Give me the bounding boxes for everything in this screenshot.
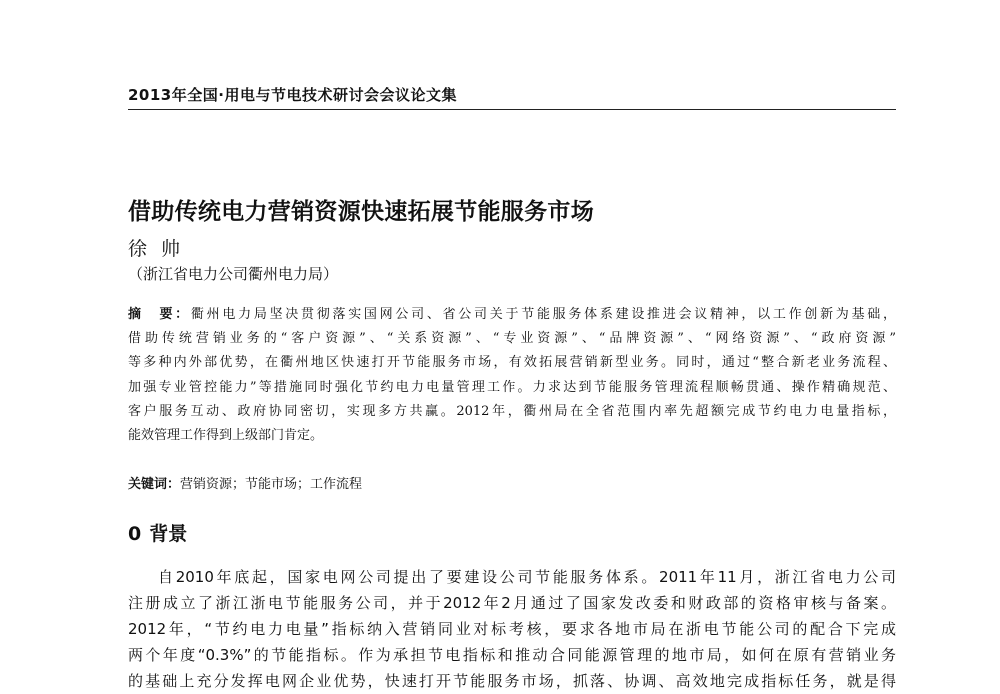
author-affiliation: （浙江省电力公司衢州电力局） <box>128 265 339 283</box>
abstract-line: 等多种内外部优势，在衢州地区快速打开节能服务市场，有效拓展营销新型业务。同时，通过“整合新老业务流程、 <box>128 355 896 371</box>
body-text <box>128 564 896 694</box>
abstract-line: 能效管理工作得到上级部门肯定。 <box>128 428 324 444</box>
section-heading <box>128 519 187 546</box>
body-line: 的基础上充分发挥电网企业优势，快速打开节能服务市场，抓落、协调、高效地完成指标任务，就是得 <box>128 672 896 690</box>
section-number: 0 <box>128 523 142 545</box>
abstract-line-text: 衢州电力局坚决贯彻落实国网公司、省公司关于节能服务体系建设推进会议精神，以工作创新为基础， <box>190 307 896 322</box>
author-name: 徐帅 <box>128 238 195 260</box>
body-line: 两个年度“0.3%”的节能指标。作为承担节电指标和推动合同能源管理的地市局，如何在原有营销业务 <box>128 646 896 664</box>
abstract-label: 摘 要： <box>128 307 191 322</box>
running-header: 2013年全国·用电与节电技术研讨会会议论文集 <box>128 86 457 104</box>
section-title: 背景 <box>149 523 188 545</box>
keywords-text: 营销资源；节能市场；工作流程 <box>180 477 363 492</box>
article-title: 借助传统电力营销资源快速拓展节能服务市场 <box>128 199 594 225</box>
keywords <box>128 473 362 492</box>
abstract-line: 加强专业管控能力”等措施同时强化节约电力电量管理工作。力求达到节能服务管理流程顺畅贯通、操作精确规范、 <box>128 379 896 395</box>
abstract <box>128 303 896 448</box>
abstract-line: 客户服务互动、政府协同密切，实现多方共赢。2012年，衢州局在全省范围内率先超额完成节约电力电量指标， <box>128 403 896 419</box>
body-line: 自2010年底起，国家电网公司提出了要建设公司节能服务体系。2011年11月，浙江省电力公司 <box>158 568 896 586</box>
abstract-line <box>128 303 896 327</box>
body-line: 注册成立了浙江浙电节能服务公司，并于2012年2月通过了国家发改委和财政部的资格审核与备案。 <box>128 594 896 612</box>
abstract-line: 借助传统营销业务的“客户资源”、“关系资源”、“专业资源”、“品牌资源”、“网络资源”、“政府资源” <box>128 331 896 347</box>
keywords-label: 关键词： <box>128 477 181 492</box>
header-rule <box>128 109 896 110</box>
body-line: 2012年，“节约电力电量”指标纳入营销同业对标考核，要求各地市局在浙电节能公司的配合下完成 <box>128 620 896 638</box>
